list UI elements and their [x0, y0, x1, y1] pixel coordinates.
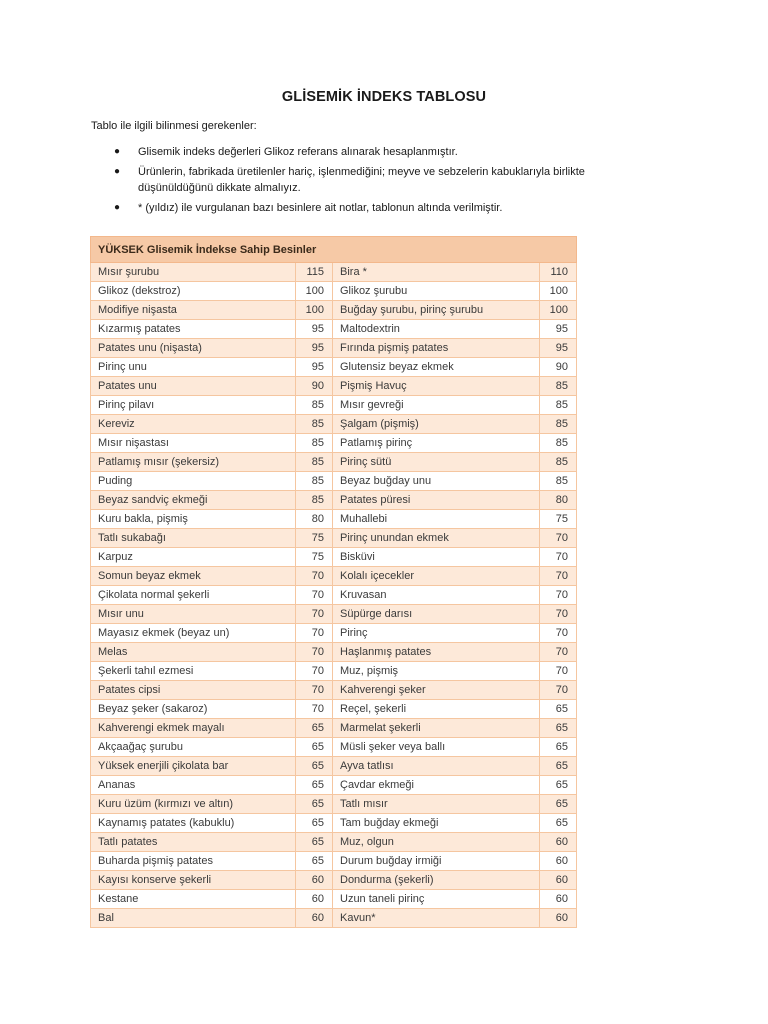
- food-name: Glikoz (dekstroz): [91, 282, 296, 301]
- table-row: [91, 510, 577, 529]
- food-name: Pirinç sütü: [333, 453, 540, 472]
- food-name: Beyaz şeker (sakaroz): [91, 700, 296, 719]
- food-name: Glutensiz beyaz ekmek: [333, 358, 540, 377]
- gi-value: 60: [296, 909, 333, 928]
- food-name: Patlamış pirinç: [333, 434, 540, 453]
- food-name: Kereviz: [91, 415, 296, 434]
- food-name: Haşlanmış patates: [333, 643, 540, 662]
- food-name: Beyaz buğday unu: [333, 472, 540, 491]
- gi-value: 70: [540, 567, 577, 586]
- table-row: [91, 548, 577, 567]
- gi-value: 70: [540, 529, 577, 548]
- gi-value: 60: [296, 890, 333, 909]
- gi-value: 65: [296, 776, 333, 795]
- food-name: Fırında pişmiş patates: [333, 339, 540, 358]
- gi-value: 100: [540, 282, 577, 301]
- food-name: Muz, pişmiş: [333, 662, 540, 681]
- food-name: Bal: [91, 909, 296, 928]
- food-name: Kruvasan: [333, 586, 540, 605]
- gi-value: 60: [296, 871, 333, 890]
- food-name: Somun beyaz ekmek: [91, 567, 296, 586]
- table-row: [91, 757, 577, 776]
- gi-value: 75: [296, 529, 333, 548]
- food-name: Patates püresi: [333, 491, 540, 510]
- table-row: [91, 472, 577, 491]
- food-name: Muz, olgun: [333, 833, 540, 852]
- note-text: Glisemik indeks değerleri Glikoz referans alınarak hesaplanmıştır.: [138, 146, 458, 158]
- table-row: [91, 320, 577, 339]
- table-row: [91, 529, 577, 548]
- gi-value: 70: [540, 605, 577, 624]
- table-row: [91, 719, 577, 738]
- gi-value: 70: [296, 662, 333, 681]
- food-name: Pirinç unu: [91, 358, 296, 377]
- gi-value: 85: [540, 472, 577, 491]
- food-name: Tam buğday ekmeği: [333, 814, 540, 833]
- food-name: Kestane: [91, 890, 296, 909]
- table-body: [91, 263, 577, 928]
- food-name: Modifiye nişasta: [91, 301, 296, 320]
- gi-value: 95: [296, 339, 333, 358]
- food-name: Buharda pişmiş patates: [91, 852, 296, 871]
- gi-value: 70: [296, 586, 333, 605]
- gi-value: 70: [540, 643, 577, 662]
- food-name: Mısır unu: [91, 605, 296, 624]
- food-name: Kızarmış patates: [91, 320, 296, 339]
- gi-value: 65: [540, 719, 577, 738]
- table-row: [91, 852, 577, 871]
- food-name: Kaynamış patates (kabuklu): [91, 814, 296, 833]
- gi-value: 115: [296, 263, 333, 282]
- gi-value: 70: [296, 567, 333, 586]
- food-name: Puding: [91, 472, 296, 491]
- food-name: Ananas: [91, 776, 296, 795]
- gi-value: 70: [296, 681, 333, 700]
- table-row: [91, 282, 577, 301]
- table-row: [91, 681, 577, 700]
- gi-value: 95: [540, 339, 577, 358]
- gi-value: 85: [540, 415, 577, 434]
- food-name: Buğday şurubu, pirinç şurubu: [333, 301, 540, 320]
- table-row: [91, 814, 577, 833]
- gi-value: 85: [296, 472, 333, 491]
- food-name: Pirinç unundan ekmek: [333, 529, 540, 548]
- food-name: Kavun*: [333, 909, 540, 928]
- gi-value: 70: [296, 605, 333, 624]
- food-name: Durum buğday irmiği: [333, 852, 540, 871]
- gi-value: 85: [540, 453, 577, 472]
- gi-value: 65: [296, 795, 333, 814]
- gi-value: 65: [540, 776, 577, 795]
- table-row: [91, 624, 577, 643]
- gi-value: 70: [540, 662, 577, 681]
- table-header: YÜKSEK Glisemik İndekse Sahip Besinler: [91, 237, 577, 263]
- food-name: Akçaağaç şurubu: [91, 738, 296, 757]
- gi-value: 65: [540, 700, 577, 719]
- food-name: Ayva tatlısı: [333, 757, 540, 776]
- food-name: Çikolata normal şekerli: [91, 586, 296, 605]
- intro-text: Tablo ile ilgili bilinmesi gerekenler:: [91, 120, 257, 132]
- gi-value: 95: [540, 320, 577, 339]
- gi-value: 95: [296, 358, 333, 377]
- food-name: Reçel, şekerli: [333, 700, 540, 719]
- food-name: Uzun taneli pirinç: [333, 890, 540, 909]
- food-name: Çavdar ekmeği: [333, 776, 540, 795]
- food-name: Tatlı patates: [91, 833, 296, 852]
- gi-value: 85: [540, 396, 577, 415]
- gi-value: 80: [540, 491, 577, 510]
- food-name: Karpuz: [91, 548, 296, 567]
- table-row: [91, 491, 577, 510]
- food-name: Kahverengi şeker: [333, 681, 540, 700]
- table-row: [91, 358, 577, 377]
- food-name: Patates cipsi: [91, 681, 296, 700]
- gi-value: 85: [296, 415, 333, 434]
- gi-value: 70: [540, 586, 577, 605]
- table-row: [91, 396, 577, 415]
- food-name: Mısır gevreği: [333, 396, 540, 415]
- gi-value: 70: [296, 624, 333, 643]
- table-row: [91, 662, 577, 681]
- food-name: Mısır şurubu: [91, 263, 296, 282]
- food-name: Şalgam (pişmiş): [333, 415, 540, 434]
- table-row: [91, 795, 577, 814]
- table-row: [91, 833, 577, 852]
- gi-value: 65: [540, 738, 577, 757]
- food-name: Kuru üzüm (kırmızı ve altın): [91, 795, 296, 814]
- gi-value: 60: [540, 890, 577, 909]
- food-name: Tatlı sukabağı: [91, 529, 296, 548]
- food-name: Dondurma (şekerli): [333, 871, 540, 890]
- table-row: [91, 263, 577, 282]
- gi-value: 80: [296, 510, 333, 529]
- gi-value: 75: [540, 510, 577, 529]
- food-name: Kahverengi ekmek mayalı: [91, 719, 296, 738]
- table-row: [91, 871, 577, 890]
- gi-value: 70: [540, 681, 577, 700]
- table-row: [91, 567, 577, 586]
- table-row: [91, 890, 577, 909]
- gi-value: 65: [296, 719, 333, 738]
- gi-value: 60: [540, 871, 577, 890]
- table-row: [91, 339, 577, 358]
- gi-value: 60: [540, 909, 577, 928]
- gi-value: 90: [540, 358, 577, 377]
- food-name: Patlamış mısır (şekersiz): [91, 453, 296, 472]
- table-row: [91, 776, 577, 795]
- food-name: Pirinç pilavı: [91, 396, 296, 415]
- gi-value: 65: [540, 795, 577, 814]
- table-row: [91, 453, 577, 472]
- gi-value: 65: [540, 757, 577, 776]
- gi-value: 85: [296, 396, 333, 415]
- gi-value: 70: [296, 643, 333, 662]
- bullet-icon: ●: [114, 166, 121, 177]
- gi-value: 110: [540, 263, 577, 282]
- food-name: Melas: [91, 643, 296, 662]
- gi-value: 85: [296, 453, 333, 472]
- food-name: Bisküvi: [333, 548, 540, 567]
- food-name: Beyaz sandviç ekmeği: [91, 491, 296, 510]
- table-row: [91, 605, 577, 624]
- note-item: [91, 164, 651, 196]
- food-name: Patates unu (nişasta): [91, 339, 296, 358]
- gi-value: 100: [296, 282, 333, 301]
- gi-value: 65: [296, 814, 333, 833]
- food-name: Yüksek enerjili çikolata bar: [91, 757, 296, 776]
- bullet-icon: ●: [114, 146, 121, 157]
- gi-value: 70: [540, 548, 577, 567]
- gi-value: 75: [296, 548, 333, 567]
- food-name: Pişmiş Havuç: [333, 377, 540, 396]
- glycemic-index-table: [90, 236, 577, 928]
- food-name: Patates unu: [91, 377, 296, 396]
- page-title: GLİSEMİK İNDEKS TABLOSU: [281, 89, 487, 105]
- food-name: Şekerli tahıl ezmesi: [91, 662, 296, 681]
- food-name: Müsli şeker veya ballı: [333, 738, 540, 757]
- food-name: Muhallebi: [333, 510, 540, 529]
- note-text: * (yıldız) ile vurgulanan bazı besinlere ait notlar, tablonun altında verilmiştir.: [138, 202, 503, 214]
- food-name: Pirinç: [333, 624, 540, 643]
- table-row: [91, 643, 577, 662]
- gi-value: 60: [540, 852, 577, 871]
- gi-value: 90: [296, 377, 333, 396]
- table-row: [91, 415, 577, 434]
- gi-value: 65: [296, 757, 333, 776]
- food-name: Marmelat şekerli: [333, 719, 540, 738]
- gi-value: 60: [540, 833, 577, 852]
- note-item: [91, 200, 651, 216]
- gi-value: 85: [296, 434, 333, 453]
- food-name: Kuru bakla, pişmiş: [91, 510, 296, 529]
- gi-value: 85: [540, 377, 577, 396]
- food-name: Maltodextrin: [333, 320, 540, 339]
- food-name: Süpürge darısı: [333, 605, 540, 624]
- gi-value: 65: [296, 738, 333, 757]
- table-row: [91, 909, 577, 928]
- table-row: [91, 434, 577, 453]
- gi-value: 85: [540, 434, 577, 453]
- food-name: Glikoz şurubu: [333, 282, 540, 301]
- notes-list: [91, 144, 651, 220]
- table-row: [91, 377, 577, 396]
- table-row: [91, 700, 577, 719]
- gi-value: 65: [540, 814, 577, 833]
- food-name: Mısır nişastası: [91, 434, 296, 453]
- gi-value: 100: [540, 301, 577, 320]
- food-name: Bira *: [333, 263, 540, 282]
- gi-value: 85: [296, 491, 333, 510]
- gi-value: 65: [296, 852, 333, 871]
- bullet-icon: ●: [114, 202, 121, 213]
- food-name: Kayısı konserve şekerli: [91, 871, 296, 890]
- gi-value: 70: [540, 624, 577, 643]
- gi-value: 65: [296, 833, 333, 852]
- gi-value: 95: [296, 320, 333, 339]
- gi-value: 70: [296, 700, 333, 719]
- food-name: Mayasız ekmek (beyaz un): [91, 624, 296, 643]
- table-row: [91, 301, 577, 320]
- food-name: Tatlı mısır: [333, 795, 540, 814]
- note-text: Ürünlerin, fabrikada üretilenler hariç, işlenmediğini; meyve ve sebzelerin kabuklarıyla birlikte düşünüldüğünü dikkate almalıyız.: [138, 166, 585, 194]
- gi-value: 100: [296, 301, 333, 320]
- food-name: Kolalı içecekler: [333, 567, 540, 586]
- table-row: [91, 738, 577, 757]
- table-row: [91, 586, 577, 605]
- note-item: [91, 144, 651, 160]
